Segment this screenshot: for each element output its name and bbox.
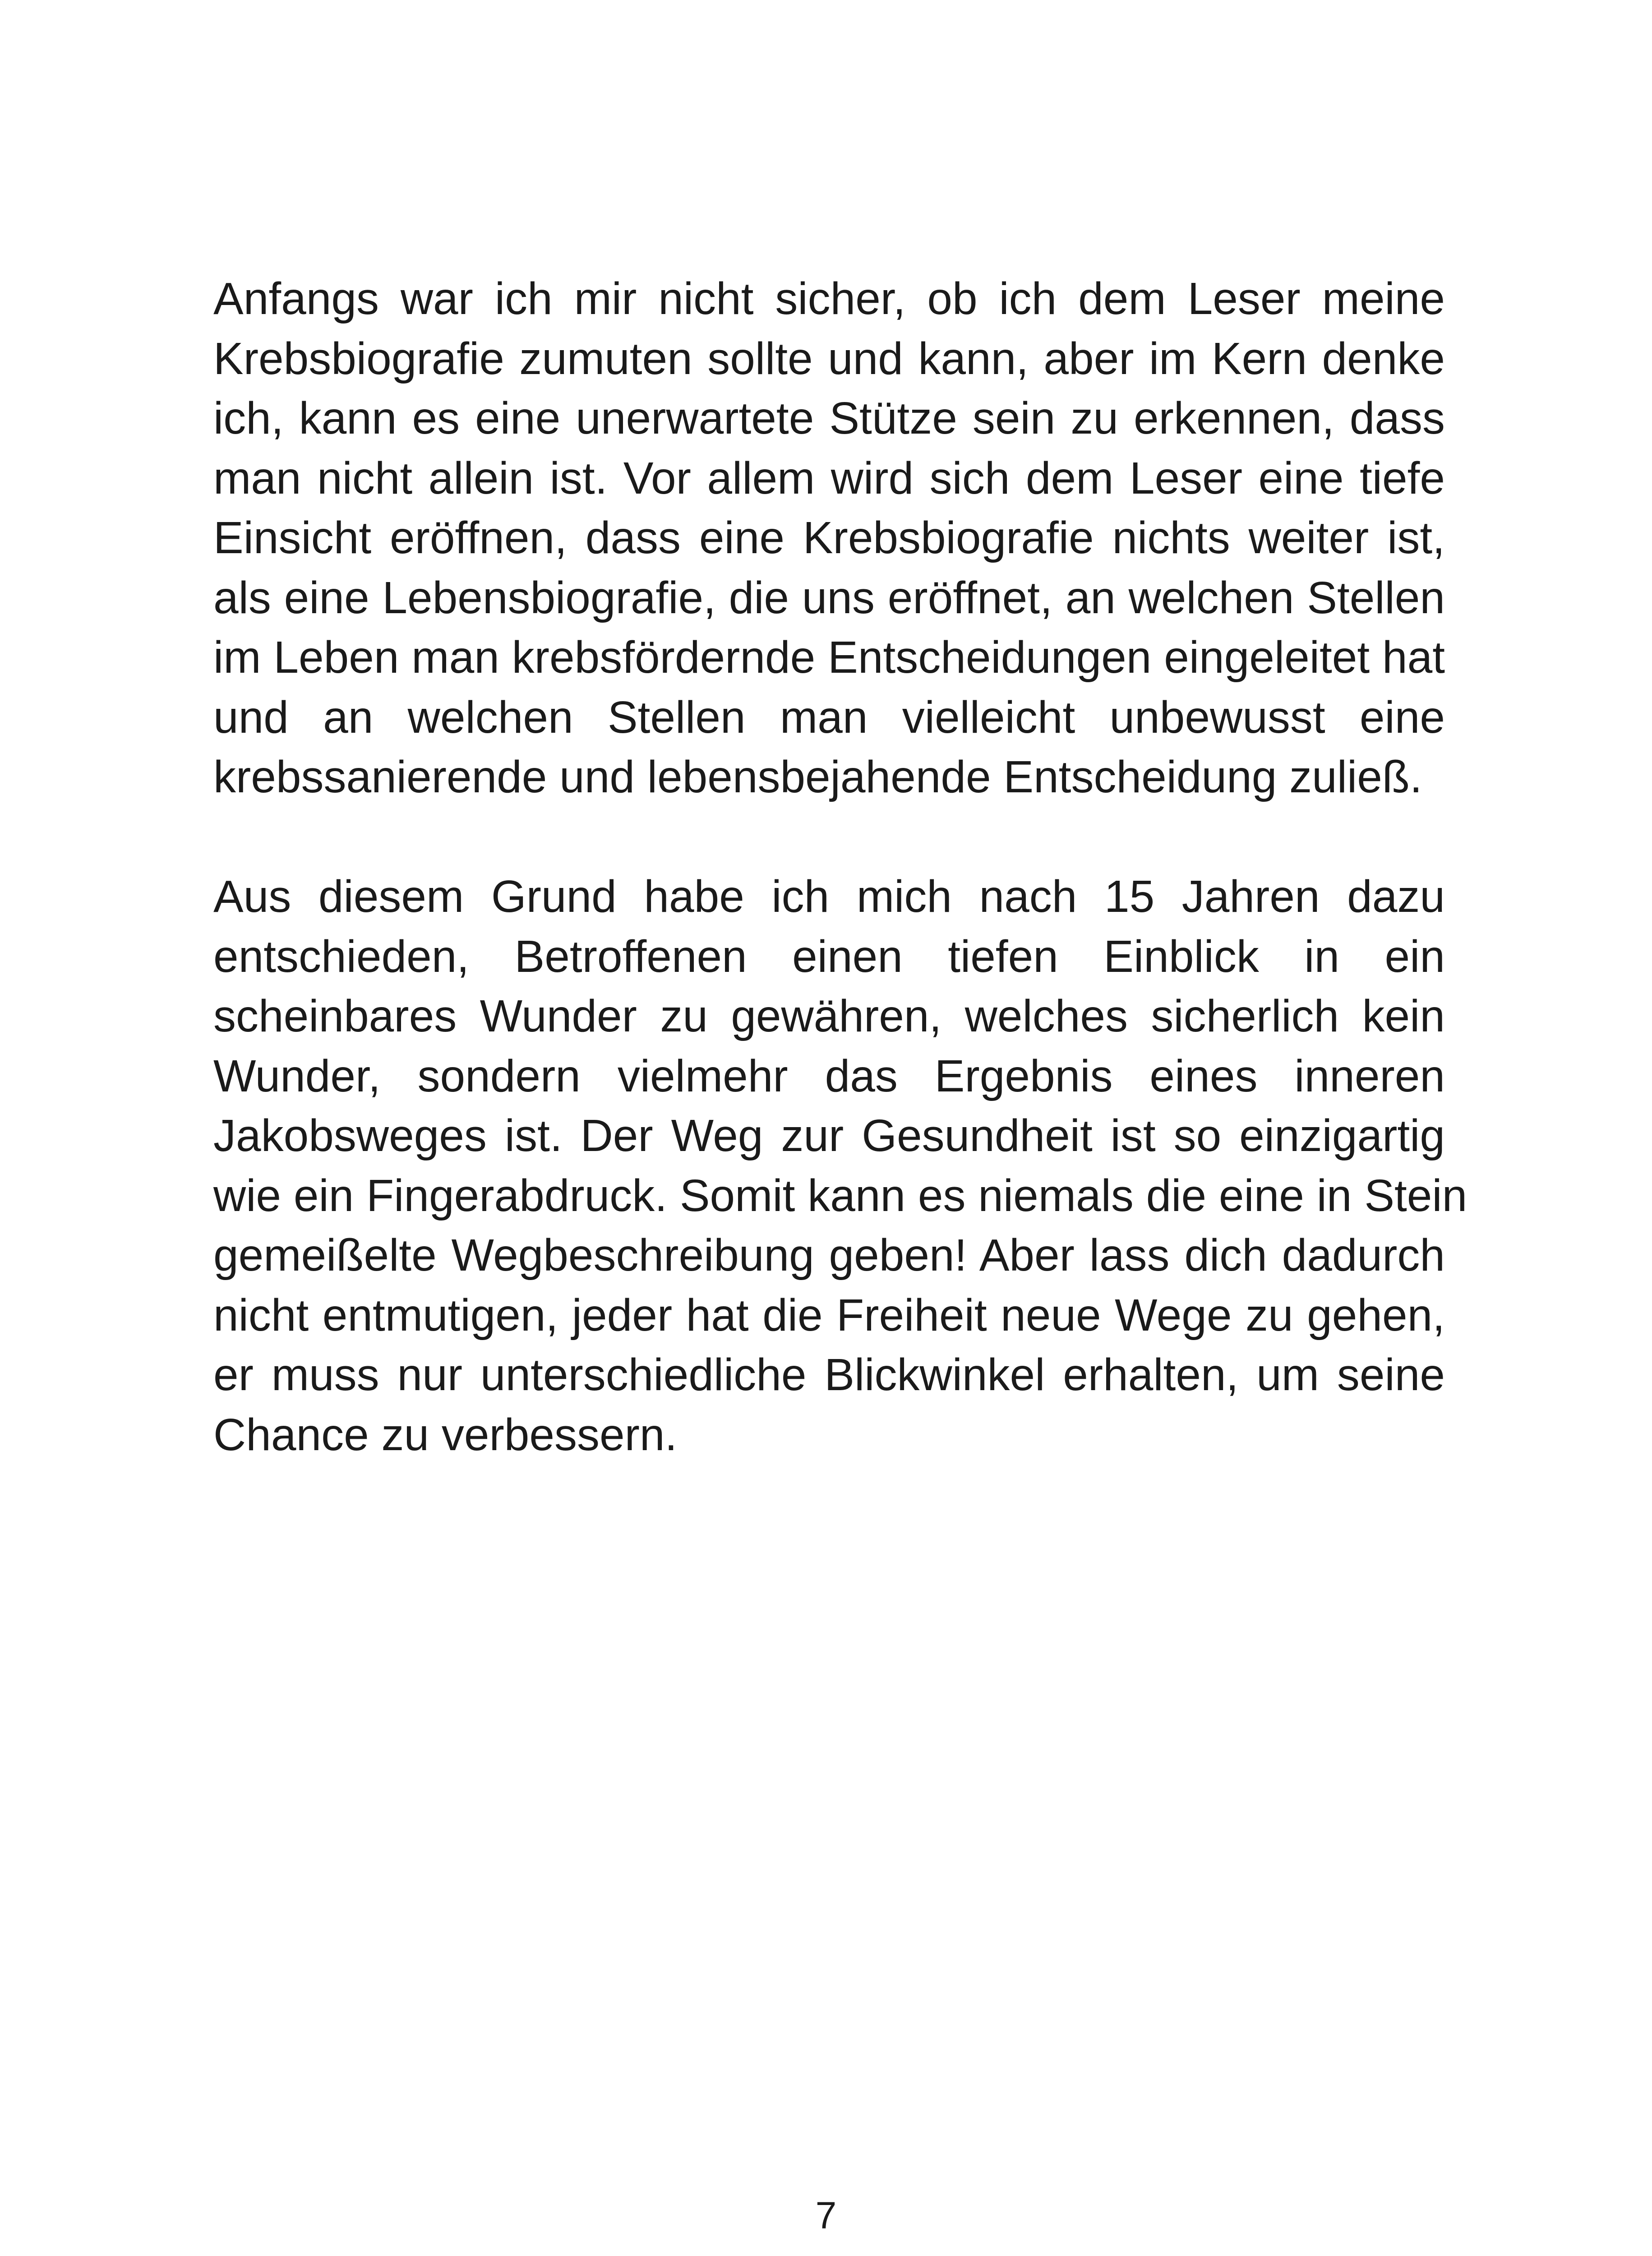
text-line: krebssanierende und lebensbejahende Entscheidung zuließ. [213,752,1422,802]
text-line: Einsicht eröffnen, dass eine Krebsbiografie nichts weiter ist, [213,513,1445,563]
text-line: man nicht allein ist. Vor allem wird sich dem Leser eine tiefe [213,453,1445,504]
text-line: entschieden, Betroffenen einen tiefen Einblick in ein [213,931,1445,982]
paragraph-1 [213,269,1445,807]
text-line: als eine Lebensbiografie, die uns eröffnet, an welchen Stellen [213,572,1445,623]
text-line: nicht entmutigen, jeder hat die Freiheit neue Wege zu gehen, [213,1290,1445,1341]
text-line: und an welchen Stellen man vielleicht unbewusst eine [213,692,1445,743]
text-line: Aus diesem Grund habe ich mich nach 15 Jahren dazu [213,871,1445,922]
text-line: Krebsbiografie zumuten sollte und kann, aber im Kern denke [213,333,1445,384]
text-line: er muss nur unterschiedliche Blickwinkel erhalten, um seine [213,1350,1445,1400]
text-line: Jakobsweges ist. Der Weg zur Gesundheit ist so einzigartig [213,1110,1445,1161]
paragraph-2 [213,867,1467,1465]
text-line: Anfangs war ich mir nicht sicher, ob ich dem Leser meine [213,273,1445,324]
text-line: Wunder, sondern vielmehr das Ergebnis eines inneren [213,1050,1445,1101]
text-line: wie ein Fingerabdruck. Somit kann es niemals die eine in Stein [213,1170,1467,1221]
text-line: gemeißelte Wegbeschreibung geben! Aber lass dich dadurch [213,1230,1445,1281]
page-number: 7 [815,2194,837,2237]
text-line: scheinbares Wunder zu gewähren, welches sicherlich kein [213,991,1445,1041]
text-line: im Leben man krebsfördernde Entscheidungen eingeleitet hat [213,632,1445,683]
text-line: ich, kann es eine unerwartete Stütze sein zu erkennen, dass [213,393,1445,444]
text-line: Chance zu verbessern. [213,1409,678,1460]
